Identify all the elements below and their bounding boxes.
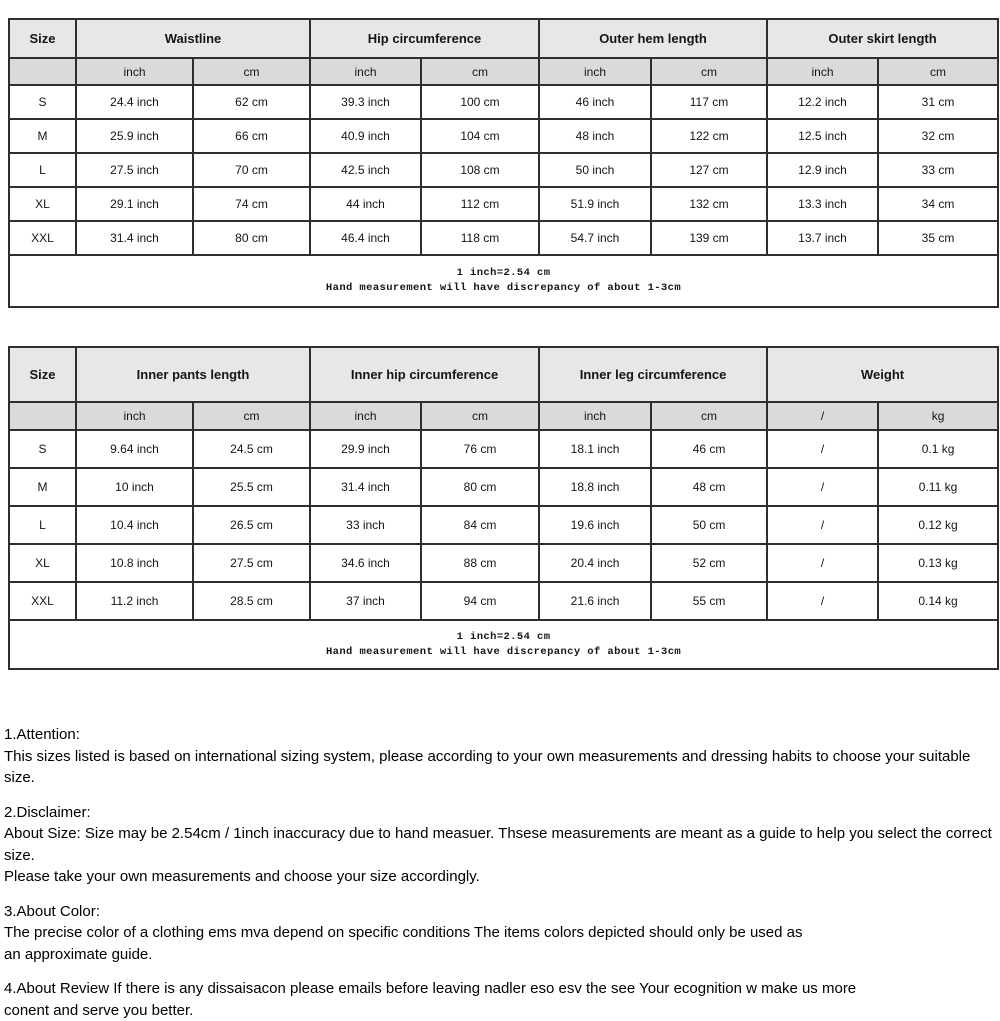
table-cell: 19.6 inch [539, 506, 651, 544]
about-color-paragraph [4, 901, 1000, 966]
t2-note-row [9, 620, 998, 669]
conversion-note: 1 inch=2.54 cm [12, 630, 995, 645]
table-cell: 104 cm [421, 119, 539, 153]
t2-unit-hip-inch: inch [310, 402, 421, 430]
table-cell: 25.9 inch [76, 119, 193, 153]
table-cell: 21.6 inch [539, 582, 651, 620]
size-label: XXL [9, 221, 76, 255]
table-cell: 62 cm [193, 85, 310, 119]
table-cell: 25.5 cm [193, 468, 310, 506]
table-cell: 29.9 inch [310, 430, 421, 468]
table-cell: 52 cm [651, 544, 767, 582]
table-cell: 66 cm [193, 119, 310, 153]
table-cell: 26.5 cm [193, 506, 310, 544]
table-cell: 33 inch [310, 506, 421, 544]
table-cell: / [767, 582, 878, 620]
t2-unit-hip-cm: cm [421, 402, 539, 430]
t2-header-size: Size [9, 347, 76, 402]
t1-unit-waistline-cm: cm [193, 58, 310, 85]
table-cell: 108 cm [421, 153, 539, 187]
table-cell: 127 cm [651, 153, 767, 187]
table-cell: 37 inch [310, 582, 421, 620]
table-cell: 27.5 cm [193, 544, 310, 582]
notes-section [4, 724, 1000, 1021]
table-cell: 12.9 inch [767, 153, 878, 187]
t1-unit-empty [9, 58, 76, 85]
table-cell: 84 cm [421, 506, 539, 544]
size-label: M [9, 468, 76, 506]
size-label: XL [9, 544, 76, 582]
t1-row-s [9, 85, 998, 119]
t2-header-inner-hip-circumference: Inner hip circumference [310, 347, 539, 402]
table-cell: 27.5 inch [76, 153, 193, 187]
table-cell: 55 cm [651, 582, 767, 620]
outer-garment-size-table [8, 18, 999, 308]
table-cell: 112 cm [421, 187, 539, 221]
size-label: L [9, 153, 76, 187]
table-cell: 24.4 inch [76, 85, 193, 119]
about-color-title: 3.About Color: [4, 901, 1000, 923]
t1-unit-hem-cm: cm [651, 58, 767, 85]
t1-unit-hem-inch: inch [539, 58, 651, 85]
table-cell: 76 cm [421, 430, 539, 468]
table-cell: 50 cm [651, 506, 767, 544]
table-cell: 139 cm [651, 221, 767, 255]
table-cell: 122 cm [651, 119, 767, 153]
t1-measurement-note [9, 255, 998, 307]
table-cell: 50 inch [539, 153, 651, 187]
discrepancy-note: Hand measurement will have discrepancy of about 1-3cm [12, 281, 995, 296]
t1-unit-skirt-cm: cm [878, 58, 998, 85]
t2-unit-header-row [9, 402, 998, 430]
conversion-note: 1 inch=2.54 cm [12, 266, 995, 281]
table-cell: 10 inch [76, 468, 193, 506]
table-cell: / [767, 468, 878, 506]
table-gap [8, 308, 1000, 346]
table-cell: 32 cm [878, 119, 998, 153]
table-cell: 0.13 kg [878, 544, 998, 582]
table-cell: 33 cm [878, 153, 998, 187]
about-color-body-line2: an approximate guide. [4, 944, 1000, 966]
table-cell: 29.1 inch [76, 187, 193, 221]
table-cell: 28.5 cm [193, 582, 310, 620]
table-cell: 20.4 inch [539, 544, 651, 582]
table-cell: 118 cm [421, 221, 539, 255]
about-color-body-line1: The precise color of a clothing ems mva depend on specific conditions The items colors depicted should only be used as [4, 922, 1000, 944]
t2-row-s [9, 430, 998, 468]
size-label: XL [9, 187, 76, 221]
table-cell: 13.7 inch [767, 221, 878, 255]
attention-title: 1.Attention: [4, 724, 1000, 746]
t1-unit-hip-cm: cm [421, 58, 539, 85]
table-cell: 31.4 inch [76, 221, 193, 255]
table-cell: 0.14 kg [878, 582, 998, 620]
table-cell: 31 cm [878, 85, 998, 119]
t1-note-row [9, 255, 998, 307]
table-cell: 40.9 inch [310, 119, 421, 153]
size-label: S [9, 430, 76, 468]
table-cell: 46.4 inch [310, 221, 421, 255]
t2-unit-pants-cm: cm [193, 402, 310, 430]
t1-header-outer-hem-length: Outer hem length [539, 19, 767, 58]
t2-header-inner-leg-circumference: Inner leg circumference [539, 347, 767, 402]
table-cell: 80 cm [421, 468, 539, 506]
table-cell: 46 inch [539, 85, 651, 119]
t1-unit-skirt-inch: inch [767, 58, 878, 85]
table-cell: 54.7 inch [539, 221, 651, 255]
disclaimer-paragraph [4, 802, 1000, 888]
disclaimer-body-line1: About Size: Size may be 2.54cm / 1inch inaccuracy due to hand measuer. Thsese measurements are meant as a guide to help you select the correct size. [4, 823, 1000, 866]
t2-unit-weight-kg: kg [878, 402, 998, 430]
table-cell: 10.4 inch [76, 506, 193, 544]
table-cell: 74 cm [193, 187, 310, 221]
t1-unit-hip-inch: inch [310, 58, 421, 85]
table-cell: 46 cm [651, 430, 767, 468]
table-cell: 31.4 inch [310, 468, 421, 506]
table-cell: 0.11 kg [878, 468, 998, 506]
table-cell: 0.1 kg [878, 430, 998, 468]
t2-row-m [9, 468, 998, 506]
t2-unit-leg-cm: cm [651, 402, 767, 430]
table-cell: 44 inch [310, 187, 421, 221]
inner-garment-size-table [8, 346, 999, 670]
table-cell: 100 cm [421, 85, 539, 119]
size-label: L [9, 506, 76, 544]
attention-paragraph [4, 724, 1000, 789]
t1-row-xl [9, 187, 998, 221]
table-cell: 0.12 kg [878, 506, 998, 544]
attention-body: This sizes listed is based on international sizing system, please according to your own measurements and dressing habits to choose your suitable size. [4, 746, 1000, 789]
table-cell: 132 cm [651, 187, 767, 221]
t1-header-hip-circumference: Hip circumference [310, 19, 539, 58]
table-cell: 39.3 inch [310, 85, 421, 119]
t2-unit-empty [9, 402, 76, 430]
t2-header-weight: Weight [767, 347, 998, 402]
t2-group-header-row [9, 347, 998, 402]
table-cell: 10.8 inch [76, 544, 193, 582]
t2-unit-weight-slash: / [767, 402, 878, 430]
discrepancy-note: Hand measurement will have discrepancy of about 1-3cm [12, 645, 995, 660]
table-cell: 48 inch [539, 119, 651, 153]
t2-measurement-note [9, 620, 998, 669]
table-cell: 12.5 inch [767, 119, 878, 153]
size-label: M [9, 119, 76, 153]
t1-header-waistline: Waistline [76, 19, 310, 58]
table-cell: 24.5 cm [193, 430, 310, 468]
t2-header-inner-pants-length: Inner pants length [76, 347, 310, 402]
table-cell: 117 cm [651, 85, 767, 119]
size-label: S [9, 85, 76, 119]
t1-unit-header-row [9, 58, 998, 85]
size-label: XXL [9, 582, 76, 620]
t2-unit-leg-inch: inch [539, 402, 651, 430]
table-cell: 88 cm [421, 544, 539, 582]
table-cell: / [767, 430, 878, 468]
table-cell: 18.8 inch [539, 468, 651, 506]
table-cell: 42.5 inch [310, 153, 421, 187]
table-cell: 9.64 inch [76, 430, 193, 468]
table-cell: 51.9 inch [539, 187, 651, 221]
about-review-paragraph [4, 978, 1000, 1021]
table-cell: 80 cm [193, 221, 310, 255]
t1-row-xxl [9, 221, 998, 255]
disclaimer-title: 2.Disclaimer: [4, 802, 1000, 824]
table-cell: / [767, 544, 878, 582]
table-cell: 11.2 inch [76, 582, 193, 620]
t1-group-header-row [9, 19, 998, 58]
t2-row-xl [9, 544, 998, 582]
table-cell: 12.2 inch [767, 85, 878, 119]
table-cell: 48 cm [651, 468, 767, 506]
table-cell: 35 cm [878, 221, 998, 255]
t2-row-xxl [9, 582, 998, 620]
about-review-line2: conent and serve you better. [4, 1000, 1000, 1021]
about-review-line1: 4.About Review If there is any dissaisacon please emails before leaving nadler eso esv the see Your ecognition w make us more [4, 978, 1000, 1000]
table-cell: 18.1 inch [539, 430, 651, 468]
table-cell: 34 cm [878, 187, 998, 221]
table-cell: / [767, 506, 878, 544]
table-cell: 13.3 inch [767, 187, 878, 221]
t1-header-size: Size [9, 19, 76, 58]
t2-row-l [9, 506, 998, 544]
t1-header-outer-skirt-length: Outer skirt length [767, 19, 998, 58]
disclaimer-body-line2: Please take your own measurements and choose your size accordingly. [4, 866, 1000, 888]
table-cell: 70 cm [193, 153, 310, 187]
t1-row-m [9, 119, 998, 153]
t1-row-l [9, 153, 998, 187]
table-cell: 94 cm [421, 582, 539, 620]
table-cell: 34.6 inch [310, 544, 421, 582]
t2-unit-pants-inch: inch [76, 402, 193, 430]
t1-unit-waistline-inch: inch [76, 58, 193, 85]
